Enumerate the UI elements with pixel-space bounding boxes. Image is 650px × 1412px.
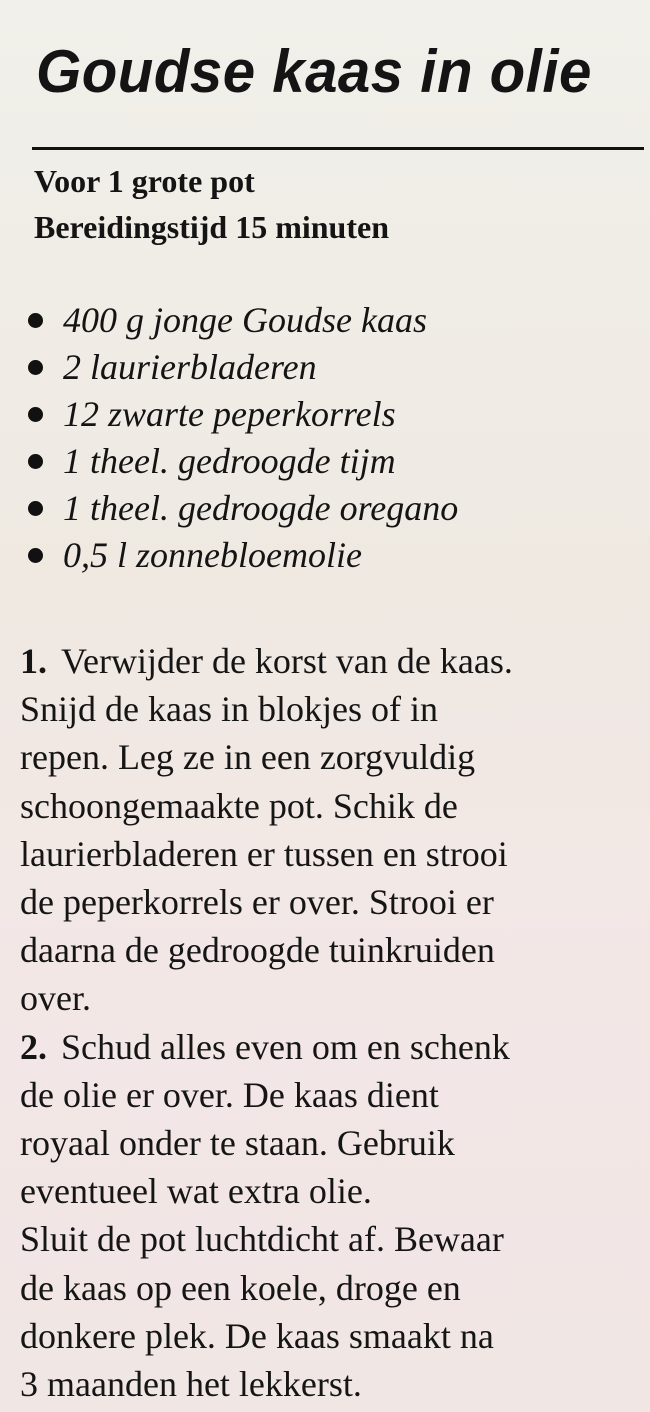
- bullet-icon: [28, 313, 43, 328]
- title-divider: [32, 147, 644, 150]
- instructions: [20, 637, 650, 1408]
- step-text: de peperkorrels er over. Strooi er: [20, 882, 494, 923]
- servings-text: Voor 1 grote pot: [34, 163, 255, 199]
- bullet-icon: [28, 454, 43, 469]
- ingredient-text: 12 zwarte peperkorrels: [63, 394, 396, 434]
- step-text: Verwijder de korst van de kaas.: [61, 641, 513, 681]
- ingredient-item: [28, 297, 458, 344]
- step-2-number: 2.: [20, 1026, 47, 1067]
- step-text: schoongemaakte pot. Schik de: [20, 785, 458, 826]
- prep-time-text: Bereidingstijd 15 minuten: [34, 209, 389, 245]
- recipe-meta: [34, 158, 389, 250]
- bullet-icon: [28, 360, 43, 375]
- step-text: over.: [20, 978, 91, 1019]
- step-text: Snijd de kaas in blokjes of in: [20, 689, 438, 730]
- bullet-icon: [28, 548, 43, 563]
- step-text: de olie er over. De kaas dient: [20, 1074, 439, 1115]
- ingredient-item: [28, 344, 458, 391]
- ingredient-text: 2 laurierbladeren: [63, 347, 317, 387]
- step-text: eventueel wat extra olie.: [20, 1171, 372, 1212]
- step-2-line: [20, 1023, 650, 1071]
- ingredient-item: [28, 532, 458, 579]
- step-text: de kaas op een koele, droge en: [20, 1267, 461, 1308]
- step-text: laurierbladeren er tussen en strooi: [20, 833, 508, 874]
- step-1-line: [20, 637, 650, 685]
- ingredient-item: [28, 391, 458, 438]
- ingredient-list: [28, 297, 458, 579]
- step-text: repen. Leg ze in een zorgvuldig: [20, 737, 476, 778]
- step-text: royaal onder te staan. Gebruik: [20, 1123, 455, 1164]
- bullet-icon: [28, 501, 43, 516]
- step-1-number: 1.: [20, 641, 47, 681]
- ingredient-text: 1 theel. gedroogde oregano: [63, 488, 459, 528]
- ingredient-text: 0,5 l zonnebloemolie: [63, 535, 362, 575]
- step-text: 3 maanden het lekkerst.: [20, 1364, 362, 1405]
- ingredient-text: 400 g jonge Goudse kaas: [63, 300, 427, 340]
- ingredient-text: 1 theel. gedroogde tijm: [63, 441, 396, 481]
- step-text: Schud alles even om en schenk: [61, 1026, 510, 1067]
- step-text: daarna de gedroogde tuinkruiden: [20, 930, 495, 971]
- step-text: Sluit de pot luchtdicht af. Bewaar: [20, 1219, 504, 1260]
- recipe-title: Goudse kaas in olie: [36, 38, 592, 105]
- bullet-icon: [28, 407, 43, 422]
- step-text: donkere plek. De kaas smaakt na: [20, 1315, 494, 1356]
- ingredient-item: [28, 438, 458, 485]
- ingredient-item: [28, 485, 458, 532]
